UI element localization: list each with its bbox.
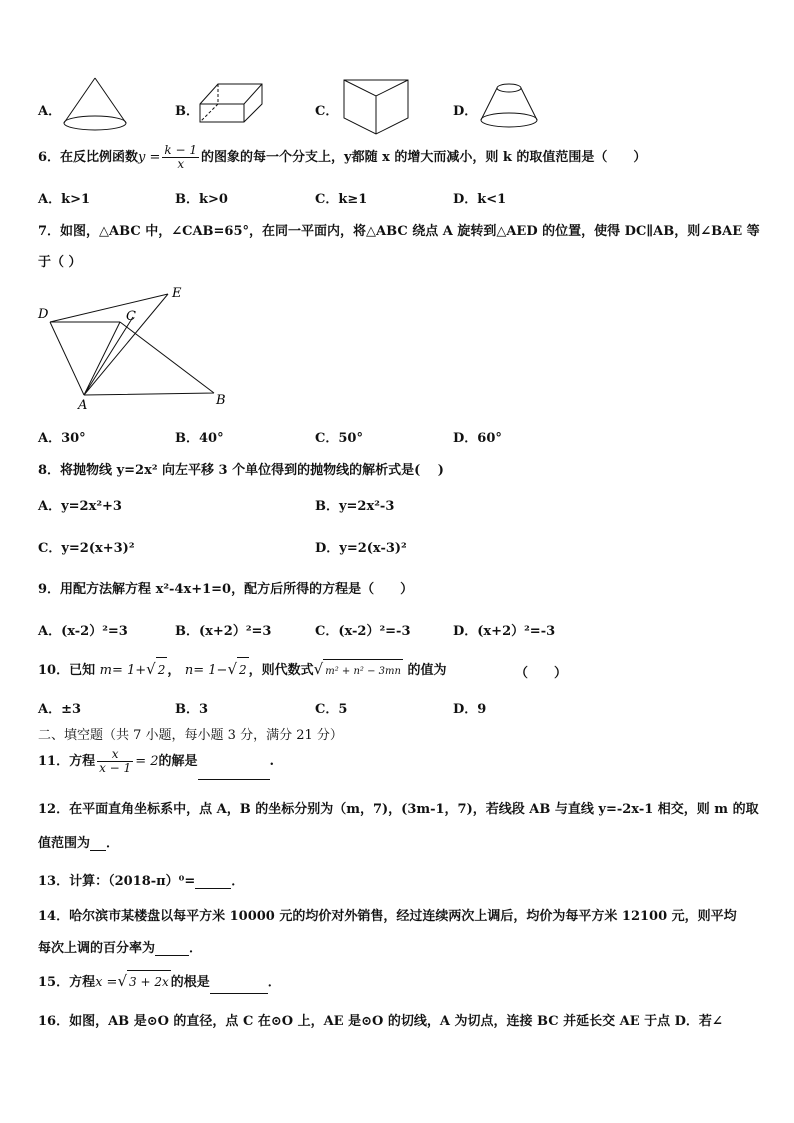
q12-line1: 12．在平面直角坐标系中，点 A，B 的坐标分别为（m，7)，(3m-1，7)，若线段 AB 与直线 y=-2x-1 相交，则 m 的取 [38,802,759,817]
q15-rad: 3 + 2x [127,970,171,993]
q7-line1: 7．如图，△ABC 中，∠CAB=65°，在同一平面内，将△ABC 绕点 A 旋转到△AED 的位置，使得 DC∥AB，则∠BAE 等 [38,224,760,239]
triangular-prism-figure [340,76,412,136]
q8-option-c: C．y=2(x+3)² [38,541,135,556]
q11-answer-blank[interactable] [198,766,270,780]
q5-option-d-label: D． [453,104,478,119]
fig-label-c: C [126,309,136,324]
q10-suffix: 的值为 [407,663,447,678]
q9-option-d: D．(x+2）²=-3 [453,624,556,639]
q15-answer-blank[interactable] [210,980,268,994]
q6-frac-den: x [177,157,185,171]
q11-end: . [269,754,275,769]
q11-eq: = 2 [135,754,159,769]
q7-line2: 于（ ） [38,255,82,270]
q6-option-b: B．k>0 [175,192,228,207]
question-11 [38,744,274,780]
q14-line2: 每次上调的百分率为 [38,941,156,956]
q10-option-b: B．3 [175,702,209,717]
q13-end: ． [231,874,245,889]
q7-geometry-figure [36,282,236,412]
q15-prefix: 15．方程 [38,975,96,990]
q13-answer-blank[interactable] [195,875,231,889]
q8-option-d: D．y=2(x-3)² [315,541,407,556]
q10-mid: ，则代数式 [248,663,314,678]
frustum-figure [478,80,540,132]
q6-suffix: 的图象的每一个分支上，y都随 x 的增大而减小，则 k 的取值范围是（ ） [201,150,647,165]
prism-figure [198,82,268,132]
q10-option-c: C．5 [315,702,348,717]
q15-end: ． [267,975,281,990]
q6-option-a: A．k>1 [38,192,91,207]
question-10: 10．已知 m= 1+√ 2 ， n= 1−√ 2 ，则代数式√ m² + n² − 3mn 的值为 [38,657,446,684]
q8-option-b: B．y=2x²-3 [315,499,395,514]
q6-fraction [162,144,199,171]
q12-answer-blank[interactable] [90,837,106,851]
question-15: 15．方程x =√ 3 + 2x 的根是 ． [38,970,281,994]
fig-label-d: D [38,307,49,322]
q7-option-c: C．50° [315,431,363,446]
q7-option-a: A．30° [38,431,86,446]
q5-option-a-label: A． [38,104,62,119]
cone-figure [60,76,130,136]
q9-option-c: C．(x-2）²=-3 [315,624,411,639]
q8-option-a: A．y=2x²+3 [38,499,122,514]
q10-option-a: A．±3 [38,702,82,717]
q9-option-a: A．(x-2）²=3 [38,624,128,639]
q11-suffix: 的解是 [158,754,198,769]
q14-line2-row [38,937,202,956]
q11-frac-num: x [97,748,133,762]
fig-label-a: A [78,398,88,413]
q10-m-rad: 2 [156,657,168,682]
q11-prefix: 11．方程 [38,754,96,769]
q10-m-eq: m= 1+ [99,663,147,678]
q6-frac-num: k − 1 [164,143,198,157]
q10-paren: （ ） [515,666,568,681]
fig-label-b: B [216,393,226,408]
q13-prefix: 13．计算：（2018-π）⁰= [38,874,196,889]
q9-stem: 9．用配方法解方程 x²-4x+1=0，配方后所得的方程是（ ） [38,582,414,597]
q11-frac-den: x − 1 [99,761,132,775]
q10-n-eq: n= 1− [184,663,228,678]
q14-end: ． [189,941,203,956]
fig-label-e: E [172,286,182,301]
q12-line2: 值范围为 [38,836,91,851]
q6-option-d: D．k<1 [453,192,507,207]
q6-prefix: 6．在反比例函数 [38,150,139,165]
q14-answer-blank[interactable] [155,942,189,956]
q5-option-c-label: C． [315,104,339,119]
section-2-heading: 二、填空题（共 7 小题，每小题 3 分，满分 21 分） [38,728,343,743]
question-13 [38,870,244,889]
q10-prefix: 10．已知 [38,663,96,678]
q10-option-d: D．9 [453,702,487,717]
q14-line1: 14．哈尔滨市某楼盘以每平方米 10000 元的均价对外销售，经过连续两次上调后，均价为每平方米 12100 元，则平均 [38,909,737,924]
q10-n-rad: 2 [237,657,249,682]
q8-stem: 8．将抛物线 y=2x² 向左平移 3 个单位得到的抛物线的解析式是( ) [38,463,444,478]
q6-y-eq: y = [138,150,161,165]
q11-fraction [97,748,133,775]
question-6 [38,142,646,174]
q5-option-b-label: B． [175,104,199,119]
q7-option-d: D．60° [453,431,502,446]
q16-line1: 16．如图，AB 是⊙O 的直径，点 C 在⊙O 上，AE 是⊙O 的切线，A 为切点，连接 BC 并延长交 AE 于点 D．若∠ [38,1014,723,1029]
q15-suffix: 的根是 [170,975,210,990]
q15-x-eq: x = [95,975,118,990]
q9-option-b: B．(x+2）²=3 [175,624,272,639]
q6-option-c: C．k≥1 [315,192,368,207]
q12-line2-row [38,832,119,851]
q7-option-b: B．40° [175,431,224,446]
q12-end: ． [106,836,120,851]
q10-expr-rad: m² + n² − 3mn [323,659,403,684]
